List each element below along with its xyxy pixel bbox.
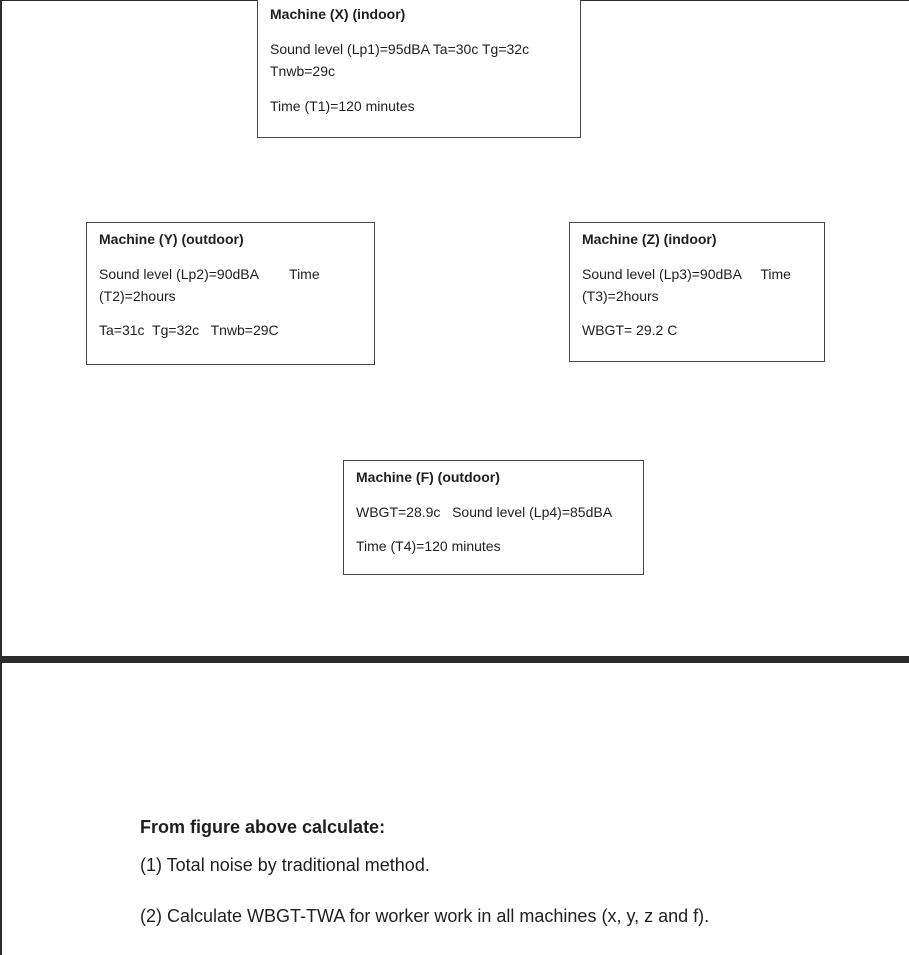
machine-z-title: Machine (Z) (indoor) (582, 231, 717, 247)
machine-x-time: Time (T1)=120 minutes (270, 98, 415, 114)
machine-f-box (343, 460, 644, 575)
machine-f-wbgt-sound: WBGT=28.9c Sound level (Lp4)=85dBA (356, 504, 613, 520)
machine-y-title: Machine (Y) (outdoor) (99, 231, 244, 247)
machine-x-sound-temps: Sound level (Lp1)=95dBA Ta=30c Tg=32c Tnwb=29c (270, 41, 530, 79)
machine-x-title: Machine (X) (indoor) (270, 6, 406, 22)
machine-y-box (86, 222, 375, 365)
machine-z-wbgt: WBGT= 29.2 C (582, 322, 678, 338)
questions-section (140, 815, 880, 928)
question-2: (2) Calculate WBGT-TWA for worker work in all machines (x, y, z and f). (140, 906, 710, 926)
machine-f-time: Time (T4)=120 minutes (356, 538, 501, 554)
question-1: (1) Total noise by traditional method. (140, 855, 430, 875)
machine-z-box (569, 222, 825, 362)
machine-y-sound-time: Sound level (Lp2)=90dBA Time (T2)=2hours (99, 266, 324, 304)
page-divider (0, 656, 909, 663)
machine-z-sound-time: Sound level (Lp3)=90dBA Time (T3)=2hours (582, 266, 795, 304)
questions-heading: From figure above calculate: (140, 817, 386, 837)
machine-f-title: Machine (F) (outdoor) (356, 469, 500, 485)
machine-x-box (257, 0, 581, 138)
machine-y-temps: Ta=31c Tg=32c Tnwb=29C (99, 322, 279, 338)
